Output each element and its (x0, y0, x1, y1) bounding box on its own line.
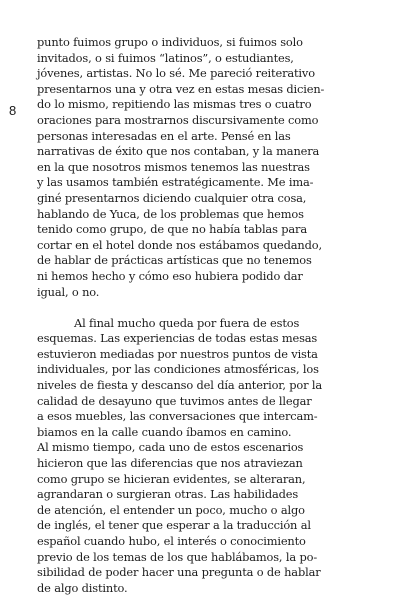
text-line: esquemas. Las experiencias de todas estas mesas (37, 331, 318, 346)
page-number: 8 (9, 103, 17, 118)
text-line: español cuando hubo, el interés o conocimiento (37, 534, 306, 548)
text-line: en la que nosotros mismos tenemos las nuestras (37, 159, 310, 174)
text-line: como grupo se hicieran evidentes, se alteraran, (37, 471, 306, 486)
text-line: tenido como grupo, de que no había tablas para (37, 222, 307, 237)
text-line: biamos en la calle cuando íbamos en camino. (37, 424, 292, 439)
text-line: sibilidad de poder hacer una pregunta o de hablar (37, 565, 321, 580)
text-line: oraciones para mostrarnos discursivamente como (37, 112, 319, 127)
text-line: presentarnos una y otra vez en estas mesas dicien- (37, 81, 325, 96)
text-line: de algo distinto. (37, 580, 128, 595)
text-line: cortar en el hotel donde nos estábamos quedando, (37, 237, 322, 252)
text-line: calidad de desayuno que tuvimos antes de llegar (37, 393, 312, 408)
text-line: Al final mucho queda por fuera de estos (74, 315, 300, 330)
text-line: estuvieron mediadas por nuestros puntos de vista (37, 346, 318, 361)
text-line: de atención, el entender un poco, mucho o algo (37, 502, 305, 517)
text-line: invitados, o si fuimos “latinos”, o estudiantes, (37, 50, 294, 65)
text-line: hicieron que las diferencias que nos atraviezan (37, 456, 303, 471)
text-line: a esos muebles, las conversaciones que intercam- (37, 409, 318, 424)
text-line: giné presentarnos diciendo cualquier otra cosa, (37, 190, 307, 205)
text-line: niveles de fiesta y descanso del día anterior, por la (37, 378, 323, 393)
text-line: jóvenes, artistas. No lo sé. Me pareció reiterativo (37, 66, 315, 81)
paragraph-1 (37, 35, 412, 300)
text-line: individuales, por las condiciones atmosféricas, los (37, 362, 319, 377)
text-line: do lo mismo, repitiendo las mismas tres o cuatro (37, 97, 312, 112)
text-line: Al mismo tiempo, cada uno de estos escenarios (37, 440, 304, 455)
text-line: de inglés, el tener que esperar a la traducción al (37, 518, 311, 533)
body-text (37, 35, 412, 596)
text-line: personas interesadas en el arte. Pensé en las (37, 128, 291, 143)
text-line: y las usamos también estratégicamente. Me ima- (37, 175, 314, 190)
text-line: agrandaran o surgieran otras. Las habilidades (37, 487, 299, 502)
text-line: hablando de Yuca, de los problemas que hemos (37, 206, 304, 221)
text-line: previo de los temas de los que hablábamos, la po- (37, 549, 318, 564)
text-line: de hablar de prácticas artísticas que no tenemos (37, 253, 312, 268)
text-line: narrativas de éxito que nos contaban, y la manera (37, 144, 320, 159)
text-line: punto fuimos grupo o individuos, si fuimos solo (37, 35, 303, 49)
paragraph-2 (37, 316, 412, 596)
text-line: ni hemos hecho y cómo eso hubiera podido dar (37, 268, 303, 283)
text-line: igual, o no. (37, 284, 100, 299)
